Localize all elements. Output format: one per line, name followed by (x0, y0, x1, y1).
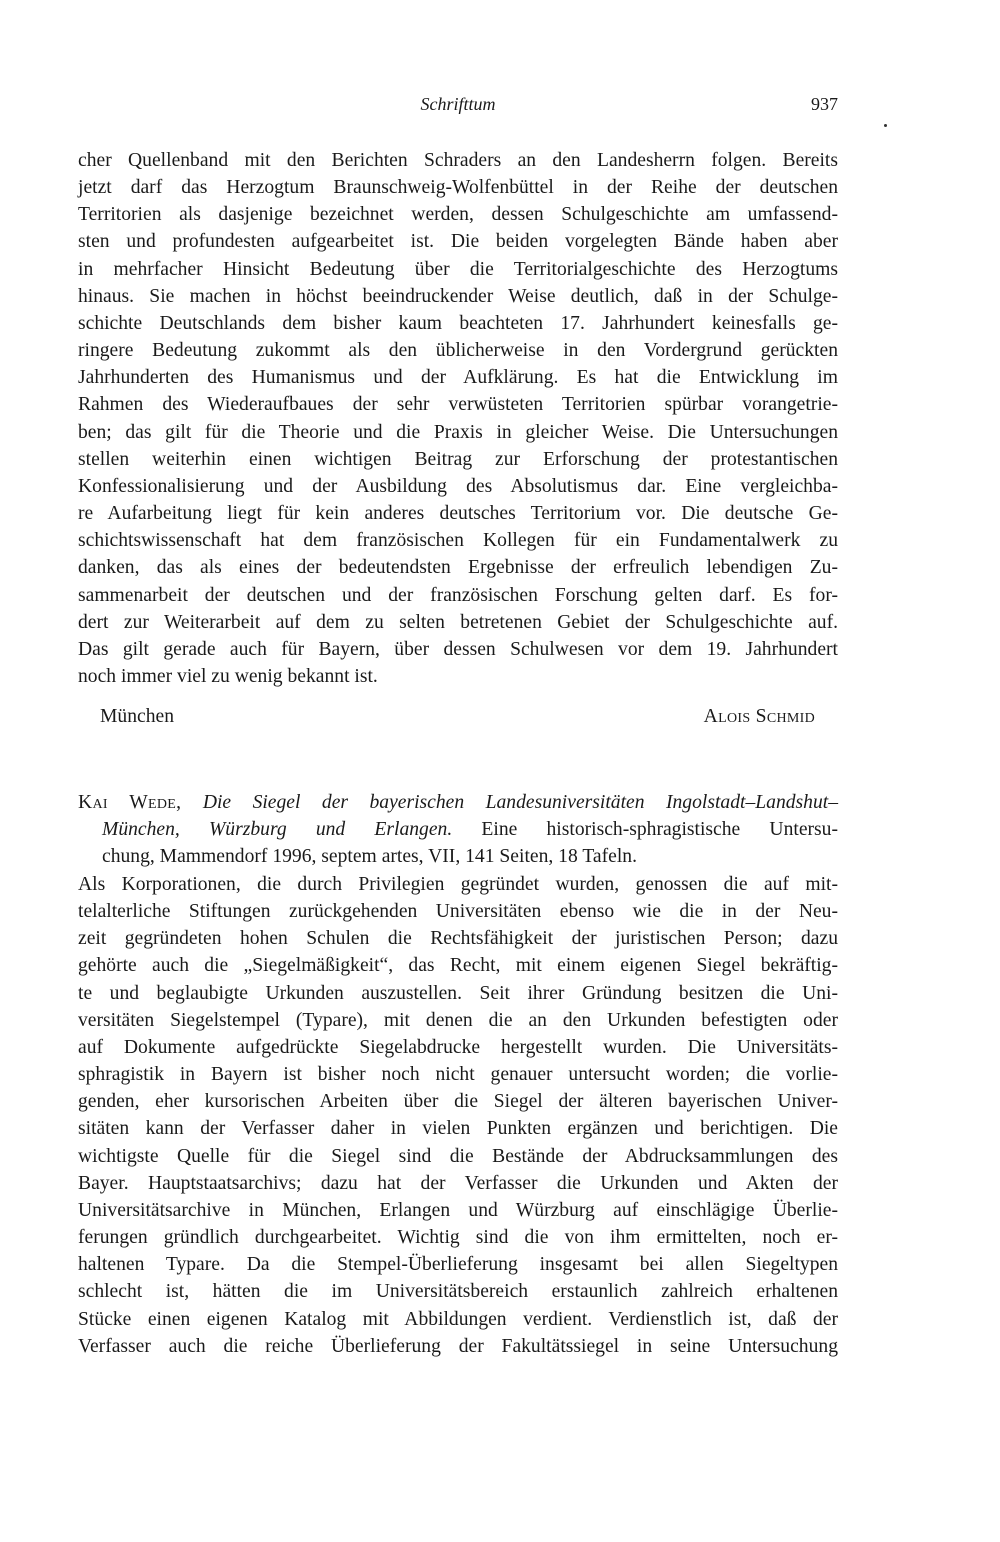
text-line: zeit gegründeten hohen Schulen die Rechtsfähigkeit der juristischen Person; dazu (78, 928, 838, 950)
text-line: re Aufarbeitung liegt für kein anderes deutsches Territorium vor. Die deutsche Ge- (78, 503, 838, 525)
text-line: in mehrfacher Hinsicht Bedeutung über die Territorialgeschichte des Herzogtums (78, 258, 838, 280)
review-place: München (100, 706, 175, 727)
text-line: Als Korporationen, die durch Privilegien gegründet wurden, genossen die auf mit- (78, 874, 838, 895)
review-body-paragraph (78, 871, 838, 1360)
bib-line (78, 789, 838, 816)
book-title-part: Die Siegel der bayerischen Landesuniversitäten Ingolstadt–Landshut– (202, 792, 838, 813)
text-line: cher Quellenband mit den Berichten Schraders an den Landesherrn folgen. Bereits (78, 150, 838, 171)
text-line: haltenen Typare. Da die Stempel-Überlieferung insgesamt bei allen Siegeltypen (78, 1254, 838, 1276)
text-line: Territorien als dasjenige bezeichnet werden, dessen Schulgeschichte am umfassend- (78, 204, 838, 226)
text-line: te und beglaubigte Urkunden auszustellen. Seit ihrer Gründung besitzen die Uni- (78, 982, 838, 1004)
text-line: noch immer viel zu wenig bekannt ist. (78, 665, 378, 687)
text-line: danken, das als eines der bedeutendsten Ergebnisse der erfreulich lebendigen Zu- (78, 557, 838, 579)
running-title: Schrifttum (420, 94, 496, 114)
text-line: Rahmen des Wiederaufbaues der sehr verwüsteten Territorien spürbar vorangetrie- (78, 394, 838, 416)
text-line: Konfessionalisierung und der Ausbildung des Absolutismus dar. Eine vergleichba- (78, 475, 838, 497)
text-line: gehörte auch die „Siegelmäßigkeit“, das Recht, mit einem eigenen Siegel bekräftig- (78, 955, 838, 977)
running-head (78, 94, 838, 120)
text-line: telalterliche Stiftungen zurückgehenden Universitäten ebenso wie die in der Neu- (78, 901, 838, 923)
text-line: sitäten kann der Verfasser daher in vielen Punkten ergänzen und berichtigen. Die (78, 1118, 838, 1140)
text-line: schichtswissenschaft hat dem französischen Kollegen für ein Fundamentalwerk zu (78, 530, 838, 552)
text-line: Das gilt gerade auch für Bayern, über dessen Schulwesen vor dem 19. Jahrhundert (78, 638, 838, 660)
book-description: Eine historisch-sphragistische Untersu- (481, 819, 838, 841)
text-line: sphragistik in Bayern ist bisher noch nicht genauer untersucht worden; die vorlie- (78, 1064, 838, 1086)
page-number: 937 (811, 94, 838, 114)
text-line: hinaus. Sie machen in höchst beeindruckender Weise deutlich, daß in der Schulge- (78, 285, 838, 307)
text-line: sammenarbeit der deutschen und der französischen Forschung gelten darf. Es for- (78, 584, 838, 606)
text-line: Jahrhunderten des Humanismus und der Aufklärung. Es hat die Entwicklung im (78, 367, 838, 389)
text-line: Bayer. Hauptstaatsarchivs; dazu hat der Verfasser die Urkunden und Akten der (78, 1172, 838, 1194)
reviewer-name: Alois Schmid (703, 706, 815, 727)
bib-line: chung, Mammendorf 1996, septem artes, VII, 141 Seiten, 18 Tafeln. (102, 846, 637, 868)
text-line: ferungen gründlich durchgearbeitet. Wichtig sind die von ihm ermittelten, noch er- (78, 1227, 838, 1249)
text-line: jetzt darf das Herzogtum Braunschweig-Wolfenbüttel in der Reihe der deutschen (78, 177, 838, 199)
book-title-part: München, Würzburg und Erlangen. (102, 819, 453, 841)
bibliographic-entry (78, 789, 838, 870)
text-line: ben; das gilt für die Theorie und die Praxis in gleicher Weise. Die Untersuchungen (78, 421, 838, 443)
text-line: ringere Bedeutung zukommt als den üblicherweise in den Vordergrund gerückten (78, 340, 838, 362)
text-line: Stücke einen eigenen Katalog mit Abbildungen verdient. Verdienstlich ist, daß der (78, 1308, 838, 1330)
bib-line (78, 816, 838, 843)
print-speck (884, 124, 887, 127)
text-line: genden, eher kursorischen Arbeiten über die Siegel der älteren bayerischen Univer- (78, 1091, 838, 1113)
text-line: dert zur Weiterarbeit auf dem zu selten betretenen Gebiet der Schulgeschichte auf. (78, 611, 838, 633)
text-line: Universitätsarchive in München, Erlangen und Würzburg auf einschlägige Überlie- (78, 1199, 838, 1221)
text-line: schlecht ist, hätten die im Universitätsbereich erstaunlich zahlreich erhaltenen (78, 1281, 838, 1303)
text-line: schichte Deutschlands dem bisher kaum beachteten 17. Jahrhundert keinesfalls ge- (78, 312, 838, 334)
text-line: wichtigste Quelle für die Siegel sind die Bestände der Abdrucksammlungen des (78, 1145, 838, 1167)
text-line: sten und profundesten aufgearbeitet ist. Die beiden vorgelegten Bände haben aber (78, 231, 838, 253)
text-line: stellen weiterhin einen wichtigen Beitrag zur Erforschung der protestantischen (78, 448, 838, 470)
text-line: versitäten Siegelstempel (Typare), mit denen die an den Urkunden befestigten oder (78, 1009, 838, 1031)
review-continuation-paragraph (78, 147, 838, 690)
text-line: Verfasser auch die reiche Überlieferung der Fakultätssiegel in seine Untersuchung (78, 1335, 838, 1357)
review-signoff (100, 706, 815, 734)
text-line: auf Dokumente aufgedrückte Siegelabdrucke hergestellt wurden. Die Universitäts- (78, 1036, 838, 1058)
book-author: Kai Wede, (78, 792, 182, 813)
